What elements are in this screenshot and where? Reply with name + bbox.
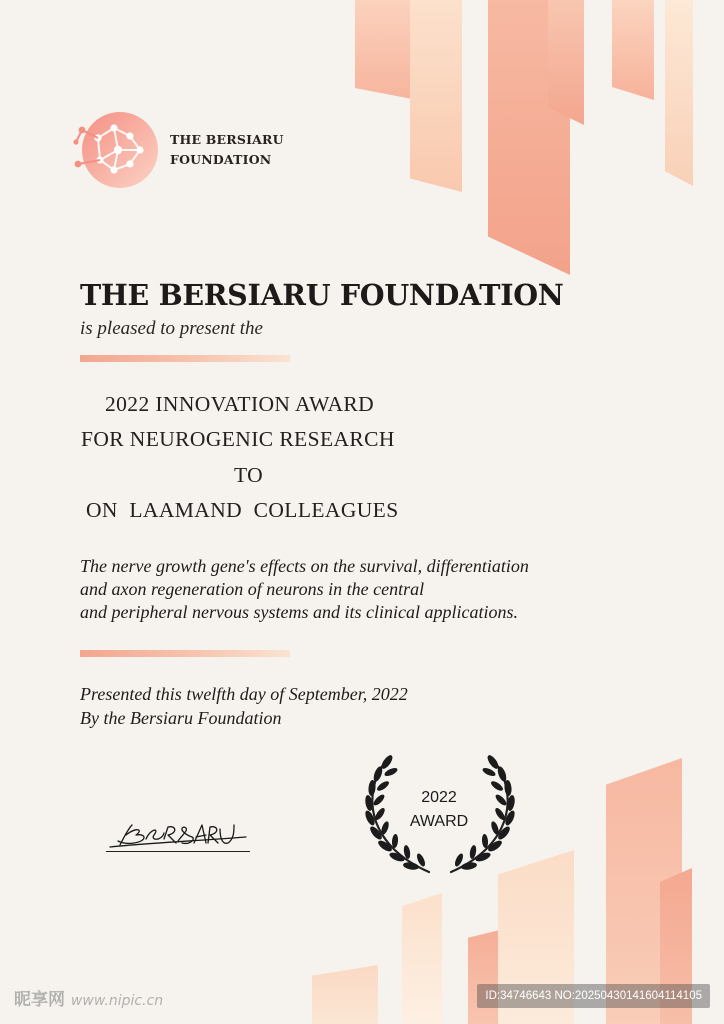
signature [106,815,251,855]
description-line: and peripheral nervous systems and its clinical applications. [80,602,518,622]
description-line: The nerve growth gene's effects on the survival, differentiation [80,556,529,576]
presented-date-line: Presented this twelfth day of September, 2022 [80,684,408,704]
award-description [80,555,529,624]
watermark-site [14,985,163,1010]
badge-label: AWARD [409,813,469,830]
presentation-statement [80,682,408,730]
logo-org-line2: FOUNDATION [170,152,272,167]
award-line-3: TO [234,463,264,487]
watermark-brand: 昵享网 [14,990,65,1010]
certificate-title: THE BERSIARU FOUNDATION [80,278,564,312]
watermark-url: www.nipic.cn [70,993,164,1009]
divider-top [80,355,290,362]
award-line-1: 2022 INNOVATION AWARD [105,392,375,416]
badge-year: 2022 [421,789,457,806]
award-line-2: FOR NEUROGENIC RESEARCH [81,427,395,451]
award-line-4: ON LAAMAND COLLEAGUES [86,498,399,522]
logo-org-name [170,130,284,170]
signature-line [106,851,250,852]
divider-bottom [80,650,290,657]
award-badge [396,786,482,834]
description-line: and axon regeneration of neurons in the central [80,579,425,599]
presented-by-line: By the Bersiaru Foundation [80,708,282,728]
image-id-badge: ID:34746643 NO:20250430141604114105 [477,984,710,1008]
certificate-subtitle: is pleased to present the [80,318,263,339]
logo-org-line1: THE BERSIARU [170,132,284,147]
foundation-logo [68,106,160,192]
